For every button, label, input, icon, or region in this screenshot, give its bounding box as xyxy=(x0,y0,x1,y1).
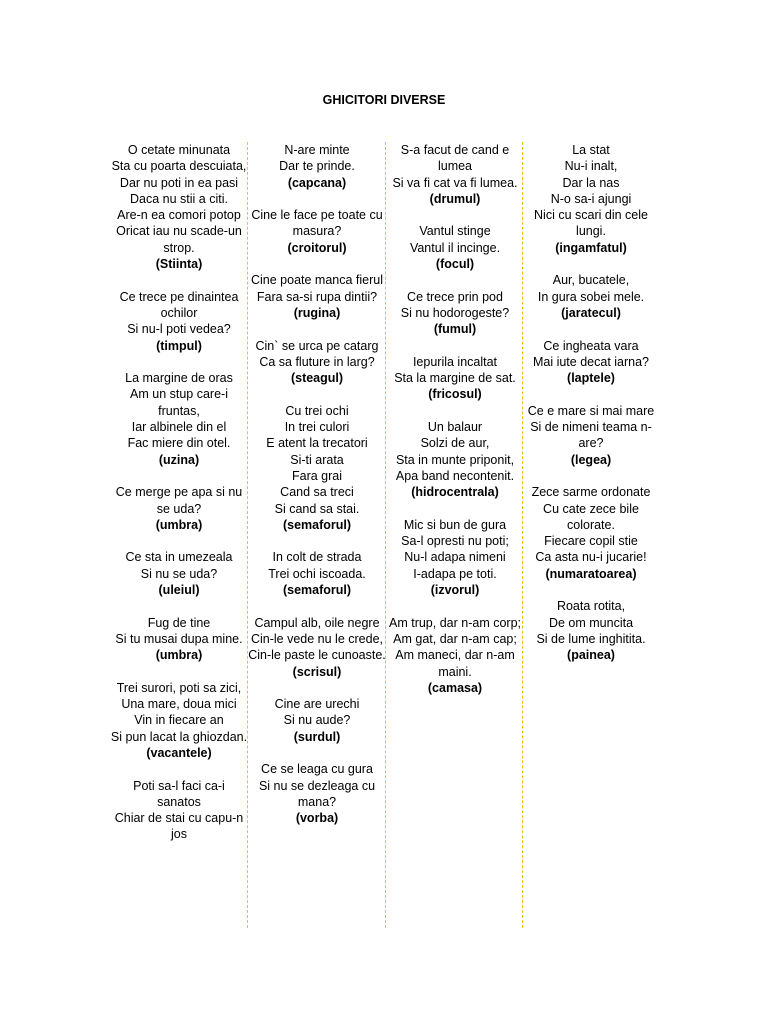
riddle-line: S-a facut de cand e lumea xyxy=(400,143,510,174)
riddle xyxy=(522,598,660,663)
riddle-answer: (surdul) xyxy=(293,729,341,744)
riddle-line: O cetate minunata xyxy=(127,143,231,157)
riddle xyxy=(248,761,386,826)
riddle xyxy=(386,517,524,598)
riddle-line: Fug de tine xyxy=(147,615,211,630)
riddle-line: Iepurila incaltat xyxy=(412,354,498,369)
riddle-line: Ce trece pe dinaintea ochilor xyxy=(119,289,239,320)
riddle-line: Fara sa-si rupa dintii? xyxy=(256,289,378,304)
riddle-answer: (focul) xyxy=(435,257,475,272)
riddle-line: Ce sta in umezeala xyxy=(125,550,233,565)
riddle-line: Am maneci, dar n-am maini. xyxy=(395,648,515,679)
riddle-answer: (drumul) xyxy=(429,191,481,206)
riddle-line: Ca sa fluture in larg? xyxy=(259,354,375,369)
riddle-answer: (izvorul) xyxy=(430,583,480,598)
riddle xyxy=(522,484,660,582)
riddle-answer: (semaforul) xyxy=(282,517,352,532)
riddle-answer: (semaforul) xyxy=(282,583,352,598)
riddle-line: Roata rotita, xyxy=(556,599,626,614)
riddle-line: Chiar de stai cu capu-n jos xyxy=(114,811,244,842)
riddle-line: Sta la margine de sat. xyxy=(394,371,516,386)
riddle-line: Am trup, dar n-am corp; xyxy=(389,615,521,630)
riddle xyxy=(386,354,524,403)
riddle-column-4 xyxy=(522,142,660,680)
riddle-line: Trei surori, poti sa zici, xyxy=(116,680,242,695)
riddle xyxy=(522,403,660,468)
riddle-answer: (hidrocentrala) xyxy=(411,485,499,500)
riddle-line: Daca nu stii a citi. xyxy=(130,191,228,206)
riddle-line: Si de lume inghitita. xyxy=(536,631,646,646)
riddle-line: Aur, bucatele, xyxy=(552,273,630,288)
riddle-answer: (numaratoarea) xyxy=(545,566,637,581)
riddle-answer: (rugina) xyxy=(293,305,341,320)
riddle xyxy=(248,207,386,256)
riddle xyxy=(248,696,386,745)
riddle-line: Si nu se dezleaga cu mana? xyxy=(258,778,376,809)
riddle-line: Cin-le vede nu le crede, xyxy=(250,631,384,646)
riddle-line: Ca asta nu-i jucarie! xyxy=(535,550,647,565)
riddle xyxy=(386,615,524,696)
riddle-line: La stat xyxy=(572,143,610,157)
riddle-line: Zece sarme ordonate xyxy=(531,485,651,500)
riddle-line: Un balaur xyxy=(427,420,483,435)
riddle-answer: (uzina) xyxy=(158,452,200,467)
riddle-line: Dar la nas xyxy=(562,175,620,190)
riddle xyxy=(110,615,248,664)
riddle-line: Dar nu poti in ea pasi xyxy=(119,175,239,190)
riddle-answer: (jaratecul) xyxy=(561,305,621,320)
riddle-line: La margine de oras xyxy=(125,371,233,386)
riddle-answer: (vacantele) xyxy=(146,745,212,760)
riddle-line: Ce merge pe apa si nu se uda? xyxy=(115,485,243,516)
riddle xyxy=(248,142,386,191)
riddle-line: Poti sa-l faci ca-i sanatos xyxy=(133,778,225,809)
riddle-line: Trei ochi iscoada. xyxy=(268,566,366,581)
riddle-answer: (ingamfatul) xyxy=(555,240,627,255)
riddle-answer: (uleiul) xyxy=(158,583,200,598)
riddle-answer: (umbra) xyxy=(155,648,203,663)
riddle-line: Sta in munte priponit, xyxy=(395,452,515,467)
riddle-answer: (vorba) xyxy=(295,811,339,826)
riddle-line: E atent la trecatori xyxy=(266,436,368,451)
riddle-column-3 xyxy=(386,142,524,712)
riddle-line: Iar albinele din el xyxy=(131,420,227,435)
riddle xyxy=(110,289,248,354)
riddle-line: I-adapa pe toti. xyxy=(413,566,497,581)
riddle-line: Solzi de aur, xyxy=(420,436,490,451)
riddle-answer: (umbra) xyxy=(155,517,203,532)
riddle-line: Nu-i inalt, xyxy=(564,159,618,174)
riddle-answer: (laptele) xyxy=(567,371,615,386)
riddle-line: Cin` se urca pe catarg xyxy=(255,338,379,353)
riddle-line: Fac miere din otel. xyxy=(127,436,231,451)
riddle-column-1 xyxy=(110,142,248,859)
riddle-answer: (steagul) xyxy=(290,371,344,386)
riddle-line: Vantul il incinge. xyxy=(409,240,501,255)
riddle-line: In trei culori xyxy=(284,420,350,435)
riddle xyxy=(110,778,248,843)
riddle-line: Ce e mare si mai mare xyxy=(527,403,655,418)
riddle-line: Si pun lacat la ghiozdan. xyxy=(110,729,248,744)
riddle-line: Dar te prinde. xyxy=(279,159,355,174)
riddle-line: In gura sobei mele. xyxy=(537,289,645,304)
riddle-line: Cand sa treci xyxy=(280,485,354,500)
riddle-answer: (Stiinta) xyxy=(155,257,203,272)
riddle xyxy=(248,403,386,533)
riddle-column-2 xyxy=(248,142,386,843)
riddle-answer: (painea) xyxy=(567,648,615,663)
riddle xyxy=(248,338,386,387)
riddle xyxy=(110,680,248,761)
riddle-line: Si tu musai dupa mine. xyxy=(115,631,243,646)
riddle-line: Si cand sa stai. xyxy=(274,501,360,516)
riddle-answer: (fumul) xyxy=(433,322,477,337)
riddle xyxy=(110,549,248,598)
riddle-line: N-are minte xyxy=(284,143,350,157)
riddle xyxy=(386,419,524,500)
riddle-line: Si va fi cat va fi lumea. xyxy=(392,175,518,190)
riddle-answer: (legea) xyxy=(570,452,612,467)
riddle-line: Cine le face pe toate cu masura? xyxy=(251,208,383,239)
riddle-line: Ce se leaga cu gura xyxy=(261,762,373,777)
riddle-line: In colt de strada xyxy=(272,550,362,565)
riddle-line: Apa band necontenit. xyxy=(395,468,515,483)
riddle-line: Cu cate zece bile colorate. xyxy=(543,501,639,532)
riddle xyxy=(522,338,660,387)
riddle-answer: (camasa) xyxy=(427,680,483,695)
riddle-line: Cu trei ochi xyxy=(285,403,349,418)
riddle-line: Cine are urechi xyxy=(274,697,360,712)
riddle xyxy=(522,272,660,321)
riddle-line: Ce trece prin pod xyxy=(407,289,503,304)
riddle-line: Si nu-l poti vedea? xyxy=(127,322,231,337)
riddle-line: Si-ti arata xyxy=(290,452,344,467)
riddle xyxy=(248,615,386,680)
riddle-line: N-o sa-i ajungi xyxy=(550,191,632,206)
riddle-line: Si nu se uda? xyxy=(140,566,218,581)
riddle-line: Vantul stinge xyxy=(419,224,491,239)
riddle-line: Mai iute decat iarna? xyxy=(532,354,650,369)
riddle xyxy=(386,289,524,338)
riddle xyxy=(110,142,248,272)
riddle-line: Vin in fiecare an xyxy=(134,713,224,728)
riddle-line: Sta cu poarta descuiata, xyxy=(111,159,247,174)
riddle xyxy=(248,549,386,598)
riddle-line: Mic si bun de gura xyxy=(403,517,507,532)
riddle-line: Cine poate manca fierul xyxy=(250,273,384,288)
riddle-line: Oricat iau nu scade-un strop. xyxy=(116,224,242,255)
riddle-line: Campul alb, oile negre xyxy=(254,615,380,630)
riddle-line: Si de nimeni teama n-are? xyxy=(530,420,652,451)
riddle-line: Si nu aude? xyxy=(283,713,351,728)
riddle xyxy=(110,484,248,533)
riddle-answer: (fricosul) xyxy=(428,387,482,402)
riddle-answer: (croitorul) xyxy=(287,240,347,255)
riddle-line: Una mare, doua mici xyxy=(121,697,237,712)
riddle-line: Ce ingheata vara xyxy=(543,338,639,353)
riddle-line: Fara grai xyxy=(291,468,343,483)
riddle-line: Are-n ea comori potop xyxy=(117,208,241,223)
riddle xyxy=(248,272,386,321)
riddle xyxy=(386,142,524,207)
riddle-line: Nici cu scari din cele lungi. xyxy=(534,208,648,239)
page-title: GHICITORI DIVERSE xyxy=(322,93,446,107)
riddle-line: De om muncita xyxy=(548,615,634,630)
riddle xyxy=(110,370,248,468)
riddle-line: Am un stup care-i fruntas, xyxy=(130,387,228,418)
riddle xyxy=(386,223,524,272)
riddle-line: Fiecare copil stie xyxy=(544,534,638,549)
riddle-answer: (timpul) xyxy=(156,338,202,353)
riddle-line: Si nu hodorogeste? xyxy=(400,305,510,320)
riddle-line: Nu-l adapa nimeni xyxy=(404,550,506,565)
riddle-answer: (scrisul) xyxy=(292,664,342,679)
riddle-line: Am gat, dar n-am cap; xyxy=(393,631,517,646)
riddle xyxy=(522,142,660,256)
riddle-line: Sa-l opresti nu poti; xyxy=(401,534,509,549)
riddle-line: Cin-le paste le cunoaste. xyxy=(248,648,386,663)
riddle-answer: (capcana) xyxy=(287,175,347,190)
